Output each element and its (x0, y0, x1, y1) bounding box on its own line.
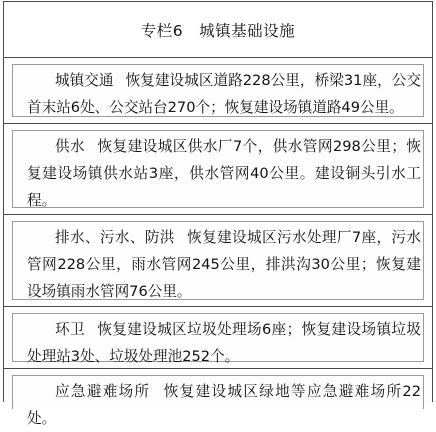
entry-emergency-shelters (4, 369, 432, 427)
entry-body: 恢复建设城区绿地等应急避难场所22处。 (27, 383, 421, 427)
entry-paragraph (27, 224, 421, 305)
entry-paragraph (27, 133, 421, 214)
entry-urban-transport (4, 58, 432, 124)
entry-paragraph (27, 378, 421, 432)
entry-drainage-sewage-flood (4, 215, 432, 307)
column-header (4, 2, 432, 58)
entry-topic: 城镇交通 (55, 72, 114, 89)
entry-paragraph (27, 67, 421, 121)
column-box (3, 1, 433, 427)
column-label: 专栏6 (140, 21, 184, 40)
entry-sanitation (4, 307, 432, 369)
entry-topic: 排水、污水、防洪 (55, 229, 175, 246)
entry-frame (12, 375, 424, 427)
entry-water-supply (4, 124, 432, 215)
entry-paragraph (27, 316, 421, 370)
entry-frame (12, 64, 424, 117)
entry-frame (12, 221, 424, 300)
entry-body: 恢复建设城区污水处理厂7座，污水管网228公里，雨水管网245公里，排洪沟30公里；恢复建设场镇雨水管网76公里。 (27, 229, 421, 300)
entry-topic: 供水 (55, 138, 86, 155)
column-title: 城镇基础设施 (199, 21, 296, 40)
entry-body: 恢复建设城区供水厂7个，供水管网298公里；恢复建设场镇供水站3座，供水管网40公里。建设铜头引水工程。 (27, 138, 421, 209)
entry-body: 恢复建设城区道路228公里，桥梁31座，公交首末站6处、公交站台270个；恢复建设场镇道路49公里。 (27, 72, 421, 116)
entry-topic: 环卫 (55, 321, 85, 338)
column-heading (141, 19, 295, 41)
entry-topic: 应急避难场所 (55, 383, 151, 400)
entry-frame (12, 130, 424, 208)
entry-frame (12, 313, 424, 365)
entry-body: 恢复建设城区垃圾处理场6座；恢复建设场镇垃圾处理站3处、垃圾处理池252个。 (27, 321, 421, 365)
